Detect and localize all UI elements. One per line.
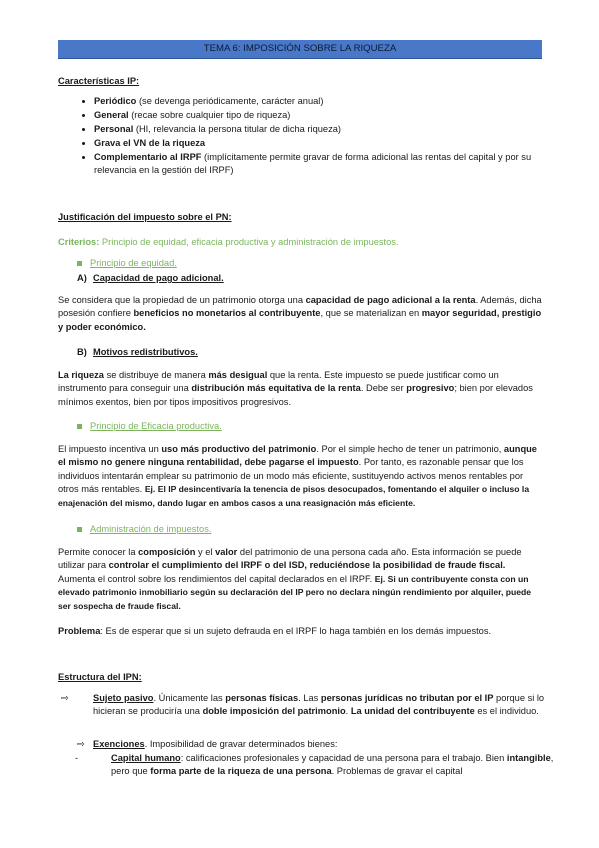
- arrow-right-icon: ⇨: [77, 739, 85, 750]
- square-bullet-icon: [77, 424, 82, 429]
- list-item: • Complementario al IRPF (implícitamente permite gravar de forma adicional las rentas del capital y por su relevancia en la gestión del IRPF): [94, 151, 564, 178]
- criteria-line: [58, 236, 399, 249]
- structure-item-taxpayer: ⇨ Sujeto pasivo. Únicamente las personas físicas. Las personas jurídicas no tributan por el IP porque si lo hicieran se produciría una doble imposición del patrimonio. La unidad del contribuyente es el individuo.: [61, 693, 545, 717]
- equity-principle-item: [77, 257, 177, 270]
- document-title: TEMA 6: IMPOSICIÓN SOBRE LA RIQUEZA: [203, 43, 397, 54]
- square-bullet-icon: [77, 527, 82, 532]
- efficiency-principle-label: Principio de Eficacia productiva.: [90, 421, 222, 431]
- criteria-text: Principio de equidad, eficacia productiva y administración de impuestos.: [99, 237, 399, 247]
- characteristics-heading: Características IP:: [58, 76, 140, 86]
- section-b-title: B) Motivos redistributivos.: [77, 347, 198, 357]
- structure-heading: Estructura del IPN:: [58, 672, 142, 682]
- paragraph-administration: Permite conocer la composición y el valor del patrimonio de una persona cada año. Esta información se puede utilizar para controlar el cumplimiento del IRPF o del ISD, reduciéndose la posibilidad de fraude fiscal. Aumenta el control sobre los rendimientos del capital declarados en el IRPF. Ej. Si un contribuyente consta con un elevado patrimonio inmobiliario según su declaración del IP pero no declara ningún rendimiento por alquiler, puede ser sospecha de fraude fiscal.: [58, 547, 532, 611]
- list-item: • Personal (HI, relevancia la persona titular de dicha riqueza): [94, 123, 564, 136]
- list-item: • Grava el VN de la riqueza: [94, 137, 564, 150]
- paragraph-capacity: Se considera que la propiedad de un patrimonio otorga una capacidad de pago adicional a la renta. Además, dicha posesión confiere beneficios no monetarios al contribuyente, que se materializan en mayor seguridad, prestigio y poder económico.: [58, 295, 542, 332]
- problem-label: Problema: [58, 626, 101, 636]
- paragraph-redistribution: La riqueza se distribuye de manera más desigual que la renta. Este impuesto se puede justificar como un instrumento para conseguir una distribución más equitativa de la renta. Debe ser progresivo; bien por elevados mínimos exentos, bien por tipos impositivos progresivos.: [58, 370, 533, 407]
- administration-label: Administración de impuestos.: [90, 524, 212, 534]
- justification-heading: Justificación del impuesto sobre el PN:: [58, 212, 232, 222]
- characteristics-list: [75, 95, 564, 178]
- equity-principle-label: Principio de equidad.: [90, 258, 177, 268]
- administration-item: [77, 523, 211, 536]
- problem-line: [58, 625, 544, 638]
- list-item: • Periódico (se devenga periódicamente, carácter anual): [94, 95, 564, 108]
- problem-text: : Es de esperar que si un sujeto defrauda en el IRPF lo haga también en los demás impuestos.: [100, 626, 492, 636]
- section-a-title: A) Capacidad de pago adicional.: [77, 273, 224, 283]
- document-title-banner: [58, 40, 542, 59]
- structure-item-human-capital: - Capital humano: calificaciones profesionales y capacidad de una persona para el trabajo. Bien intangible, pero que forma parte de la riqueza de una persona. Problemas de gravar el capital: [75, 753, 554, 777]
- paragraph-efficiency: El impuesto incentiva un uso más productivo del patrimonio. Por el simple hecho de tener un patrimonio, aunque el mismo no genere ninguna rentabilidad, debe pagarse el impuesto. Por tanto, es razonable pensar que los individuos intentarán emplear su patrimonio de un modo más eficiente, sustituyendo activos menos rentables por otros más rentables. Ej. El IP desincentivaría la tenencia de pisos desocupados, fomentando el alquiler o incluso la enajenación del mismo, dando lugar en ambos casos a una reasignación más eficiente.: [58, 444, 537, 508]
- efficiency-principle-item: [77, 420, 222, 433]
- square-bullet-icon: [77, 261, 82, 266]
- arrow-right-icon: ⇨: [61, 693, 69, 704]
- criteria-label: Criterios:: [58, 237, 100, 247]
- structure-item-exemptions: ⇨ Exenciones. Imposibilidad de gravar determinados bienes:: [77, 739, 338, 750]
- dash-bullet: -: [75, 753, 79, 763]
- list-item: • General (recae sobre cualquier tipo de riqueza): [94, 109, 564, 122]
